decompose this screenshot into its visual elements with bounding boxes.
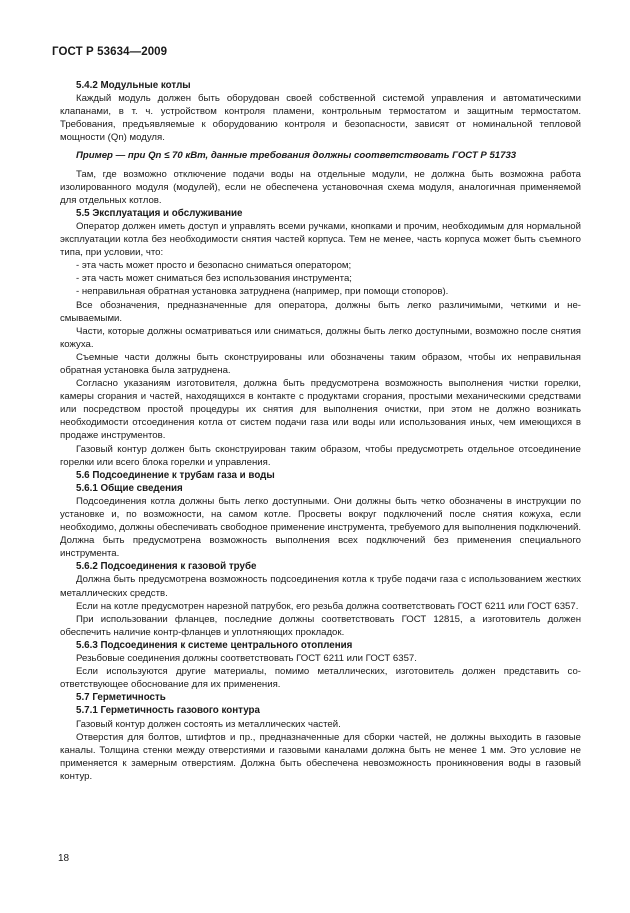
paragraph: Если используются другие материалы, помимо металлических, изготовитель должен представить соответствующее обоснование для их применения.: [60, 666, 581, 691]
section-heading: 5.6.1 Общие сведения: [76, 482, 183, 494]
paragraph: Части, которые должны осматриваться или сниматься, должны быть легко доступными, возможно после снятия кожуха.: [60, 325, 581, 350]
list-item: - неправильная обратная установка затруднена (например, при помощи стопоров).: [76, 286, 449, 298]
list-item: - эта часть может просто и безопасно сниматься оператором;: [76, 260, 352, 272]
paragraph: Все обозначения, предназначенные для оператора, должны быть легко различимыми, четкими и несмываемыми.: [60, 299, 581, 324]
paragraph: При использовании фланцев, последние должны соответствовать ГОСТ 12815, а изготовитель должен обеспечить наличие контр-фланцев и уплотняющих прокладок.: [60, 613, 581, 638]
paragraph: Съемные части должны быть сконструированы или обозначены таким образом, чтобы их неправильная обратная установка была затруднена.: [60, 351, 581, 376]
section-heading: 5.7.1 Герметичность газового контура: [76, 705, 260, 717]
example-note: Пример — при Qn ≤ 70 кВт, данные требования должны соответствовать ГОСТ Р 51733: [76, 150, 517, 162]
list-item: - эта часть может сниматься без использования инструмента;: [76, 273, 352, 285]
paragraph: Согласно указаниям изготовителя, должна быть предусмотрена возможность выполнения чистки горелки, камеры сгорания и частей, находящихся в контакте с продуктами сгорания, простыми механическими средствами или посредством простой процедуры их снятия для выполнения очистки, при этом не должно возникать необходимости отсоединения котла от систем подачи газа или воды или использования иных, чем имеющихся в продаже инструментов.: [60, 378, 581, 442]
paragraph: Должна быть предусмотрена возможность подсоединения котла к трубе подачи газа с использованием жестких металлических средств.: [60, 574, 581, 599]
paragraph: Каждый модуль должен быть оборудован своей собственной системой управления и автоматическими клапанами, в т. ч. устройством контроля пламени, контрольным термостатом и защитным термостатом. Требования, предъявляемые к оборудованию контроля и безопасности, зависят от номинальной тепловой мощности (Qn) модуля.: [60, 93, 581, 144]
paragraph: Газовый контур должен быть сконструирован таким образом, чтобы предусмотреть отдельное отсоединение горелки или всего блока горелки и управления.: [60, 443, 581, 468]
section-heading: 5.5 Эксплуатация и обслуживание: [76, 207, 243, 219]
section-heading: 5.6.2 Подсоединения к газовой трубе: [76, 561, 257, 573]
paragraph: Газовый контур должен состоять из металлических частей.: [76, 718, 341, 730]
paragraph: Там, где возможно отключение подачи воды на отдельные модули, не должна быть возможна работа изолированного модуля (модулей), если не обеспечена установочная схема модуля, аналогичная применяемой для отдельных котлов.: [60, 168, 581, 206]
section-heading: 5.7 Герметичность: [76, 692, 166, 704]
paragraph: Если на котле предусмотрен нарезной патрубок, его резьба должна соответствовать ГОСТ 6211 или ГОСТ 6357.: [76, 600, 579, 612]
document-body: [60, 79, 581, 783]
paragraph: Резьбовые соединения должны соответствовать ГОСТ 6211 или ГОСТ 6357.: [76, 653, 417, 665]
paragraph: Оператор должен иметь доступ и управлять всеми ручками, кнопками и прочим, необходимым для нормальной эксплуатации котла без необходимости снятия частей корпуса. Тем не менее, часть корпуса может быть съемного типа, при условии, что:: [60, 220, 581, 259]
document-header: ГОСТ Р 53634—2009: [52, 46, 168, 58]
page-number: 18: [58, 853, 70, 864]
section-heading: 5.4.2 Модульные котлы: [76, 80, 191, 91]
paragraph: Отверстия для болтов, штифтов и пр., предназначенные для сборки частей, не должны выходить в газовые каналы. Толщина стенки между отверстиями и газовыми каналами должна быть не менее 1 мм. Это условие не применяется к замерным отверстиям. Должна быть обеспечена невозможность проникновения воды в газовый контур.: [60, 731, 581, 782]
section-heading: 5.6.3 Подсоединения к системе центрального отопления: [76, 639, 353, 651]
paragraph: Подсоединения котла должны быть легко доступными. Они должны быть четко обозначены в инструкции по установке и, по возможности, на самом котле. Просветы вокруг подключений после снятия кожуха, если необходимо, должны обеспечивать свободное применение инструмента, требуемого для выполнения подключений. Должна быть предусмотрена возможность выполнения всех подключений без применения специального инструмента.: [60, 495, 581, 560]
section-heading: 5.6 Подсоединение к трубам газа и воды: [76, 469, 275, 481]
